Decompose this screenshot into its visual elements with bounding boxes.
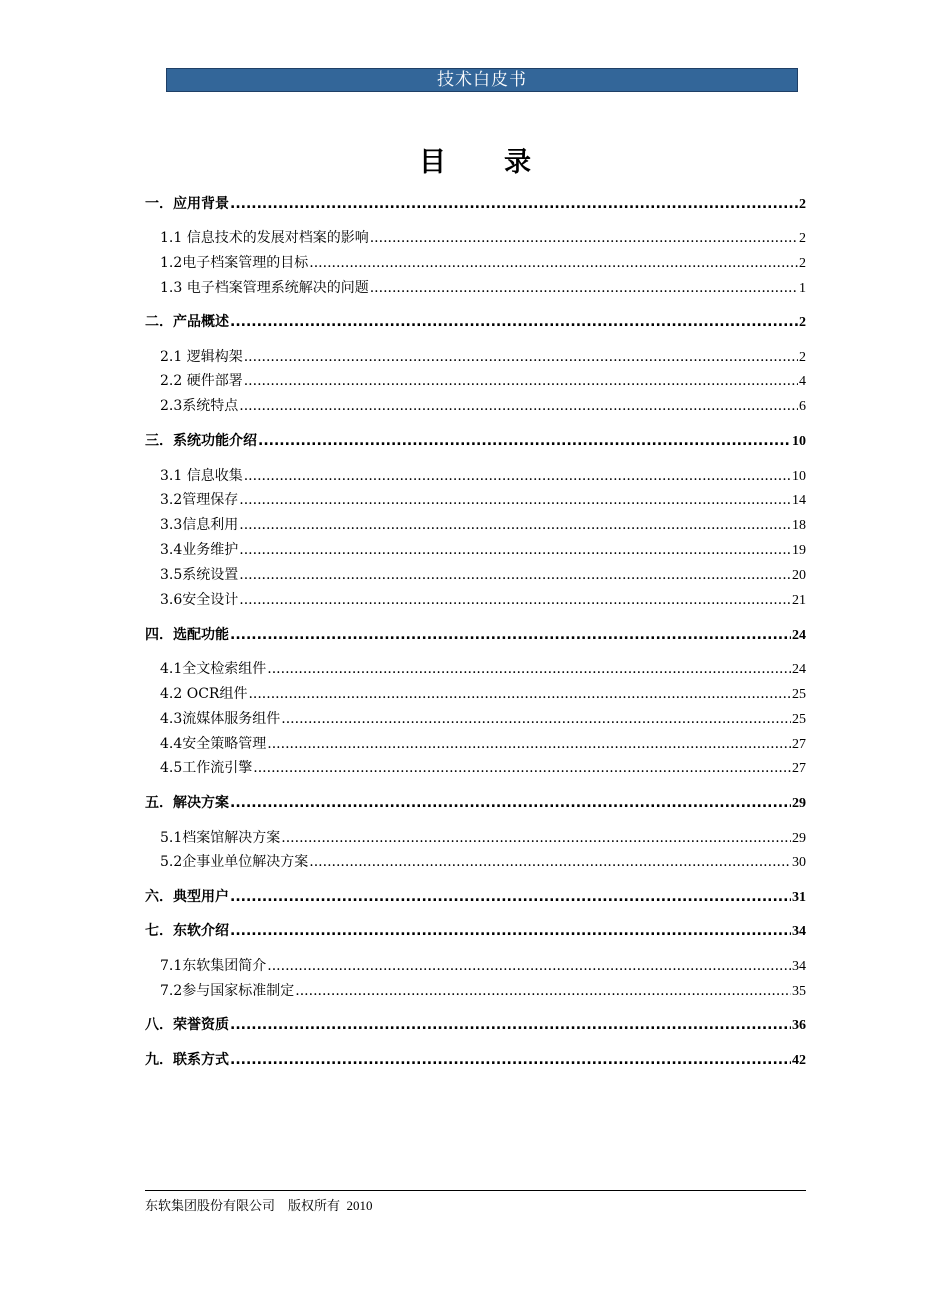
toc-page-number: 20: [792, 568, 806, 583]
toc-dot-leader: [239, 567, 791, 583]
toc-entry-label: 3.5系统设置: [160, 567, 239, 583]
toc-dot-leader: [370, 280, 798, 296]
toc-page-number: 2: [799, 315, 806, 330]
toc-page-number: 2: [799, 350, 806, 365]
toc-section-entry[interactable]: [145, 346, 806, 366]
toc-page-number: 2: [799, 197, 806, 212]
toc-dot-leader: [253, 760, 791, 776]
toc-chapter-entry[interactable]: [145, 624, 806, 644]
toc-entry-label: 7.2参与国家标准制定: [160, 983, 295, 999]
toc-page-number: 18: [792, 518, 806, 533]
toc-page-number: 2: [799, 256, 806, 271]
toc-title: [0, 140, 950, 179]
toc-page-number: 25: [792, 712, 806, 727]
toc-entry-label: 八．荣誉资质: [145, 1017, 229, 1033]
toc-dot-leader: [239, 542, 791, 558]
toc-section-entry[interactable]: [145, 851, 806, 871]
toc-entry-label: 4.5工作流引擎: [160, 760, 253, 776]
toc-page-number: 29: [792, 831, 806, 846]
toc-entry-label: 3.2管理保存: [160, 492, 239, 508]
toc-section-entry[interactable]: [145, 658, 806, 678]
toc-chapter-entry[interactable]: [145, 886, 806, 906]
toc-page-number: 24: [792, 662, 806, 677]
toc-section-entry[interactable]: [145, 980, 806, 1000]
toc-title-char-2: 录: [504, 147, 531, 178]
toc-section-entry[interactable]: [145, 539, 806, 559]
toc-entry-label: 五．解决方案: [145, 795, 229, 811]
toc-dot-leader: [267, 958, 791, 974]
toc-chapter-entry[interactable]: [145, 1049, 806, 1069]
toc-entry-label: 七．东软介绍: [145, 923, 229, 939]
toc-page-number: 19: [792, 543, 806, 558]
toc-section-entry[interactable]: [145, 955, 806, 975]
toc-page-number: 34: [792, 924, 806, 939]
toc-chapter-entry[interactable]: [145, 920, 806, 940]
toc-page-number: 6: [799, 399, 806, 414]
toc-page-number: 14: [792, 493, 806, 508]
toc-dot-leader: [239, 492, 791, 508]
toc-dot-leader: [230, 627, 791, 643]
toc-section-entry[interactable]: [145, 252, 806, 272]
toc-entry-label: 7.1东软集团简介: [160, 958, 267, 974]
toc-entry-label: 3.1 信息收集: [160, 468, 243, 484]
toc-dot-leader: [309, 255, 798, 271]
toc-entry-label: 1.3 电子档案管理系统解决的问题: [160, 280, 369, 296]
toc-title-char-1: 目: [419, 147, 446, 178]
toc-dot-leader: [230, 889, 791, 905]
toc-chapter-entry[interactable]: [145, 311, 806, 331]
document-header-bar: [166, 68, 798, 92]
toc-section-entry[interactable]: [145, 757, 806, 777]
toc-entry-label: 4.3流媒体服务组件: [160, 711, 281, 727]
toc-section-entry[interactable]: [145, 733, 806, 753]
toc-section-entry[interactable]: [145, 708, 806, 728]
toc-entry-label: 4.4安全策略管理: [160, 736, 267, 752]
toc-page-number: 42: [792, 1053, 806, 1068]
toc-dot-leader: [244, 373, 798, 389]
toc-dot-leader: [281, 830, 791, 846]
toc-entry-label: 四．选配功能: [145, 627, 229, 643]
toc-entry-label: 3.6安全设计: [160, 592, 239, 608]
toc-section-entry[interactable]: [145, 465, 806, 485]
toc-page-number: 10: [792, 434, 806, 449]
toc-section-entry[interactable]: [145, 489, 806, 509]
toc-entry-label: 4.1全文检索组件: [160, 661, 267, 677]
header-title: 技术白皮书: [437, 70, 527, 90]
toc-dot-leader: [244, 349, 798, 365]
toc-entry-label: 2.2 硬件部署: [160, 373, 243, 389]
footer-copyright: 东软集团股份有限公司 版权所有 2010: [145, 1198, 373, 1213]
footer-divider: [145, 1190, 806, 1191]
toc-entry-label: 1.2电子档案管理的目标: [160, 255, 309, 271]
toc-section-entry[interactable]: [145, 370, 806, 390]
toc-dot-leader: [239, 398, 798, 414]
toc-entry-label: 二．产品概述: [145, 314, 229, 330]
toc-dot-leader: [267, 661, 791, 677]
toc-chapter-entry[interactable]: [145, 193, 806, 213]
toc-dot-leader: [230, 923, 791, 939]
toc-page-number: 31: [792, 890, 806, 905]
toc-page-number: 2: [799, 231, 806, 246]
toc-entry-label: 3.4业务维护: [160, 542, 239, 558]
toc-dot-leader: [230, 314, 798, 330]
toc-page-number: 36: [792, 1018, 806, 1033]
toc-entry-label: 2.1 逻辑构架: [160, 349, 243, 365]
toc-entry-label: 3.3信息利用: [160, 517, 239, 533]
toc-page-number: 35: [792, 984, 806, 999]
toc-dot-leader: [230, 1052, 791, 1068]
toc-entry-label: 5.2企事业单位解决方案: [160, 854, 309, 870]
toc-entry-label: 九．联系方式: [145, 1052, 229, 1068]
toc-dot-leader: [230, 196, 798, 212]
toc-entry-label: 1.1 信息技术的发展对档案的影响: [160, 230, 369, 246]
toc-page-number: 10: [792, 469, 806, 484]
toc-section-entry[interactable]: [145, 395, 806, 415]
toc-page-number: 34: [792, 959, 806, 974]
toc-dot-leader: [267, 736, 791, 752]
toc-section-entry[interactable]: [145, 589, 806, 609]
toc-entry-label: 三．系统功能介绍: [145, 433, 257, 449]
toc-chapter-entry[interactable]: [145, 430, 806, 450]
toc-section-entry[interactable]: [145, 227, 806, 247]
toc-dot-leader: [248, 686, 791, 702]
toc-section-entry[interactable]: [145, 827, 806, 847]
toc-dot-leader: [281, 711, 791, 727]
toc-entry-label: 4.2 OCR组件: [160, 686, 248, 702]
toc-page-number: 1: [799, 281, 806, 296]
toc-entry-label: 一．应用背景: [145, 196, 229, 212]
toc-page-number: 29: [792, 796, 806, 811]
toc-dot-leader: [258, 433, 791, 449]
toc-chapter-entry[interactable]: [145, 1014, 806, 1034]
toc-page-number: 25: [792, 687, 806, 702]
toc-page-number: 27: [792, 737, 806, 752]
toc-section-entry[interactable]: [145, 683, 806, 703]
toc-entry-label: 六．典型用户: [145, 889, 229, 905]
toc-page-number: 30: [792, 855, 806, 870]
toc-dot-leader: [230, 795, 791, 811]
toc-section-entry[interactable]: [145, 564, 806, 584]
toc-chapter-entry[interactable]: [145, 792, 806, 812]
toc-dot-leader: [295, 983, 791, 999]
toc-dot-leader: [370, 230, 798, 246]
toc-dot-leader: [239, 592, 791, 608]
toc-page-number: 21: [792, 593, 806, 608]
toc-page-number: 27: [792, 761, 806, 776]
toc-entry-label: 5.1档案馆解决方案: [160, 830, 281, 846]
toc-dot-leader: [230, 1017, 791, 1033]
toc-section-entry[interactable]: [145, 514, 806, 534]
toc-dot-leader: [239, 517, 791, 533]
toc-dot-leader: [309, 854, 791, 870]
toc-page-number: 24: [792, 628, 806, 643]
toc-dot-leader: [244, 468, 791, 484]
toc-section-entry[interactable]: [145, 277, 806, 297]
toc-page-number: 4: [799, 374, 806, 389]
toc-entry-label: 2.3系统特点: [160, 398, 239, 414]
